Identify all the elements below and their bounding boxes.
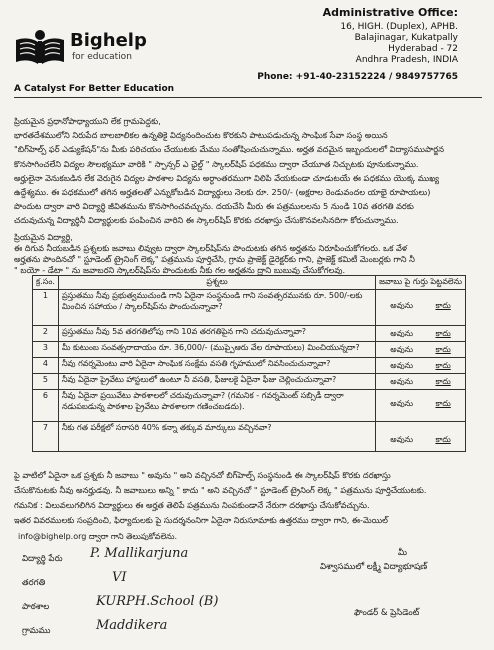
- no-option[interactable]: కాదు: [435, 301, 451, 310]
- row-number: 7: [33, 422, 59, 452]
- bighelp-logo: [14, 22, 164, 82]
- signature-greeting: మీ: [398, 548, 407, 558]
- col-question-header: ప్రశ్నలు: [58, 276, 375, 290]
- intro-line: "బిగ్‌హెల్ప్ ఫర్ ఎడ్యుకేషన్"ను మీకు పరిచయం చేయుటకు మేము సంతోషించుచున్నాము. అర్హత వదమైన ఇబ్బందులలో విద్యాసముపార్జన: [14, 144, 445, 155]
- book-person-logo-icon: [14, 28, 66, 68]
- table-row: [33, 326, 466, 342]
- school-label: పాఠశాల: [22, 602, 50, 612]
- signature-role: ఫౌండర్ & ప్రెసిడెంట్: [354, 608, 420, 618]
- class-value[interactable]: VI: [112, 570, 127, 585]
- note-line: చేసుకొనుటకు నీవు అనర్హుడవు. నీ జవాబులు అన్ని " కాదు " అని వచ్చినచో " స్టూడెంట్ ట్రైనింగ్ లెక్క " పత్రమును పూర్తిచేయుటకు.: [14, 485, 427, 495]
- note-line: ఇతర వివరములకు సంప్రదించి, ఫిర్యాదులకు పై సుదర్శనంనిగా ఏదైనా నిరుసూమాకు ఉత్తరము ద్వారా గాని, ఈ-మెయిల్: [14, 515, 388, 525]
- answer-cell[interactable]: [376, 342, 466, 358]
- office-line: Andhra Pradesh, INDIA: [355, 55, 458, 65]
- table-row: [33, 390, 466, 422]
- yes-option[interactable]: అవును: [390, 361, 414, 370]
- answer-cell[interactable]: [376, 422, 466, 452]
- row-question: నీకు గత పరీక్షలో సరాసరి 40% కన్నా తక్కువ మార్కులు వచ్చినవా?: [58, 422, 375, 452]
- table-row: [33, 358, 466, 374]
- org-subtitle: for education: [72, 52, 132, 62]
- row-question: నీవు ఏదైనా ప్రైవేటు హాస్టలులో ఉంటూ నీ వసతి, ఫీజులకై ఏదైనా ఫీజు చెల్లించుచున్నావా?: [58, 374, 375, 390]
- row-question: నీవు గవర్నమెంటు వారి ఏదైనా సాంఘిక సంక్షేమ వసతి గృహములో నివసించుచున్నావా?: [58, 358, 375, 374]
- answer-cell[interactable]: [376, 326, 466, 342]
- no-option[interactable]: కాదు: [435, 329, 451, 338]
- answer-cell[interactable]: [376, 390, 466, 422]
- intro-line: చదువుచున్న విద్యార్థినీ విద్యార్థులకు పంపించిన వారిని ఈ స్కాలర్‌షిప్ కొరకు దరఖాస్తు చేసుకొనవలసినదిగా కోరుచున్నాము.: [14, 215, 399, 226]
- no-option[interactable]: కాదు: [435, 435, 451, 444]
- row-number: 3: [33, 342, 59, 358]
- row-question: ప్రస్తుతము నీవు ప్రభుత్వముచుండి గాని ఏదైనా సంస్థనుండి గాని సంవత్సరమునకు రూ. 500/-లకు మించిన సహాయం / స్కాలర్‌షిప్‌ను పొందుచున్నావా?: [58, 290, 375, 326]
- intro-line: ఉద్దేశ్యము. ఈ పధకములో తగిన అర్హతలతో ఎన్నుకోబడిన విద్యార్థులు నెలకు రూ. 250/- (అక్షరాల రెండువందల యాభై రూపాయలు): [14, 187, 431, 198]
- yes-option[interactable]: అవును: [390, 399, 414, 408]
- yes-option[interactable]: అవును: [390, 435, 414, 444]
- answer-cell[interactable]: [376, 374, 466, 390]
- yes-option[interactable]: అవును: [390, 329, 414, 338]
- office-title: Administrative Office:: [322, 6, 458, 19]
- intro-line: కొనసాగించలేని విద్యల సౌలభ్యమూ వారికి " స్పాన్సర్ ఎ ఛైల్డ్ " స్కాలర్‌షిప్ పధకము ద్వారా చేయూత నిచ్చుటకు పూనుకున్నాము.: [14, 158, 419, 169]
- eligibility-table: [32, 275, 466, 452]
- student-intro-line: " బయో - డేటా " ను జవాబరని స్కాలర్‌షిప్‌ను పొందుటకు నీకు గల అర్హతను ద్రాని బుబువు చేసుకోగలవు.: [14, 265, 346, 275]
- office-line: Hyderabad - 72: [388, 44, 458, 54]
- office-line: 16, HIGH. (Duplex), APHB.: [340, 22, 458, 32]
- col-no-header: క్ర.సం.: [33, 276, 59, 290]
- village-label: గ్రామము: [22, 626, 51, 636]
- student-intro: [14, 232, 482, 276]
- notes-paragraph: [14, 468, 482, 528]
- header-divider: [14, 97, 482, 98]
- student-intro-line: ప్రియమైన విద్యార్థి,: [14, 232, 73, 242]
- row-question: ప్రస్తుతము నీవు 5వ తరగతిలోపు గాని 10వ తరగతిపైన గాని చదువుచున్నావా?: [58, 326, 375, 342]
- no-option[interactable]: కాదు: [435, 361, 451, 370]
- note-line: పై వాటిలో ఏదైనా ఒక ప్రశ్నకు నీ జవాబు " అవును " అని వచ్చినచో బిగ్‌హెల్ప్ సంస్థనుండి ఈ స్కాలర్‌షిప్ కొరకు దరఖాస్తు: [14, 470, 391, 480]
- row-number: 5: [33, 374, 59, 390]
- office-phone: Phone: +91-40-23152224 / 9849757765: [257, 72, 458, 82]
- intro-line: ప్రియమైన ప్రధానోపాధ్యాయుని లేక గ్రామపెద్దకు,: [14, 116, 161, 126]
- no-option[interactable]: కాదు: [435, 399, 451, 408]
- row-number: 6: [33, 390, 59, 422]
- yes-option[interactable]: అవును: [390, 345, 414, 354]
- yes-option[interactable]: అవును: [390, 377, 414, 386]
- contact-email: info@bighelp.org ద్వారా గాని తెలుపుకోవలెను.: [18, 532, 178, 541]
- table-row: [33, 290, 466, 326]
- answer-cell[interactable]: [376, 358, 466, 374]
- class-label: తరగతి: [22, 578, 46, 588]
- no-option[interactable]: కాదు: [435, 377, 451, 386]
- intro-line: అర్హులైనా వెనుకబడిన లేక వెరుగైన విద్యల పాఠశాల విద్యను అర్ధాంతరముగా విలిపి వేయకుండా చూడుటయే ఈ పధకము యొక్క ముఖ్య: [14, 172, 440, 183]
- student-intro-line: అర్హతను పొందినచో " స్టూడెంట్ ట్రైనింగ్ లెక్క" పత్రమును పూర్తిచేసి, గ్రామ ప్రాజెక్ట్ డైరెక్టర్‌కు గాని, ప్రాజెక్ట్ కమిటీ మెంబర్లకు గాని నీ: [14, 254, 415, 264]
- org-tagline: A Catalyst For Better Education: [14, 84, 175, 94]
- note-line: గమనిక : విలువలుగలిగిన విద్యార్థులు ఈ అర్హత తెలిపే పత్రమును నింపకుండానే నేరుగా దరఖాస్తు చేసుకోవచ్చును.: [14, 500, 370, 510]
- student-name-label: విద్యార్థి పేరు: [22, 554, 63, 564]
- table-header: [33, 276, 466, 290]
- intro-line: పొందుట ద్వారా వారి విద్యార్థి జీవితమును కొనసాగించవచ్చును. దయచేసి మీరు ఈ పత్రములలను 5 నుండి 10వ తరగతి వరకు: [14, 201, 414, 212]
- org-name: Bighelp: [70, 30, 147, 51]
- table-row: [33, 422, 466, 452]
- office-line: Balajinagar, Kukatpally: [354, 33, 458, 43]
- intro-paragraph: [14, 114, 482, 228]
- answer-cell[interactable]: [376, 290, 466, 326]
- col-answer-header: జవాబు పై గుర్తు పెట్టవలెను: [376, 276, 466, 290]
- village-value[interactable]: Maddikera: [96, 618, 168, 633]
- signature-name: విశ్వాసములో లక్ష్మీ విద్యాభూషణ్: [320, 562, 428, 572]
- school-value[interactable]: KURPH.School (B): [96, 594, 219, 609]
- intro-line: భారతదేశములోని నిరుపేద బాలబాలికల ఉన్నతికై విద్యనందించుట కొరకుని పాటుపడుచున్న సాంఘిక సేవా సంస్థ అయిన: [14, 130, 388, 141]
- student-name-value[interactable]: P. Mallikarjuna: [90, 546, 189, 561]
- student-intro-line: ఈ దిగువ నీయబడిన ప్రశ్నలకు జవాబు లివ్వుట ద్వారా స్కాలర్‌షిప్‌ను పొందుటకు తగిన అర్హతను నిరూపించుకోగలరు. ఒక వేళ: [14, 243, 408, 253]
- row-number: 1: [33, 290, 59, 326]
- office-address: [257, 6, 458, 82]
- table-row: [33, 342, 466, 358]
- row-question: నీవు ఏదైనా ప్రయివేటు పాఠశాలలో చదువుచున్నావా? (గమనిక - గవర్నమెంట్ సబ్సిడీ ద్వారా నడుపబడున్న పాఠశాల ప్రైవేటు పాఠశాలగా గణించబడదు).: [58, 390, 375, 422]
- no-option[interactable]: కాదు: [435, 345, 451, 354]
- table-row: [33, 374, 466, 390]
- row-question: మీ కుటుంబ సంవత్సరాదాయం రూ. 36,000/- (ముప్పైఆరు వేల రూపాయలు) మించియున్నదా?: [58, 342, 375, 358]
- yes-option[interactable]: అవును: [390, 301, 414, 310]
- row-number: 2: [33, 326, 59, 342]
- row-number: 4: [33, 358, 59, 374]
